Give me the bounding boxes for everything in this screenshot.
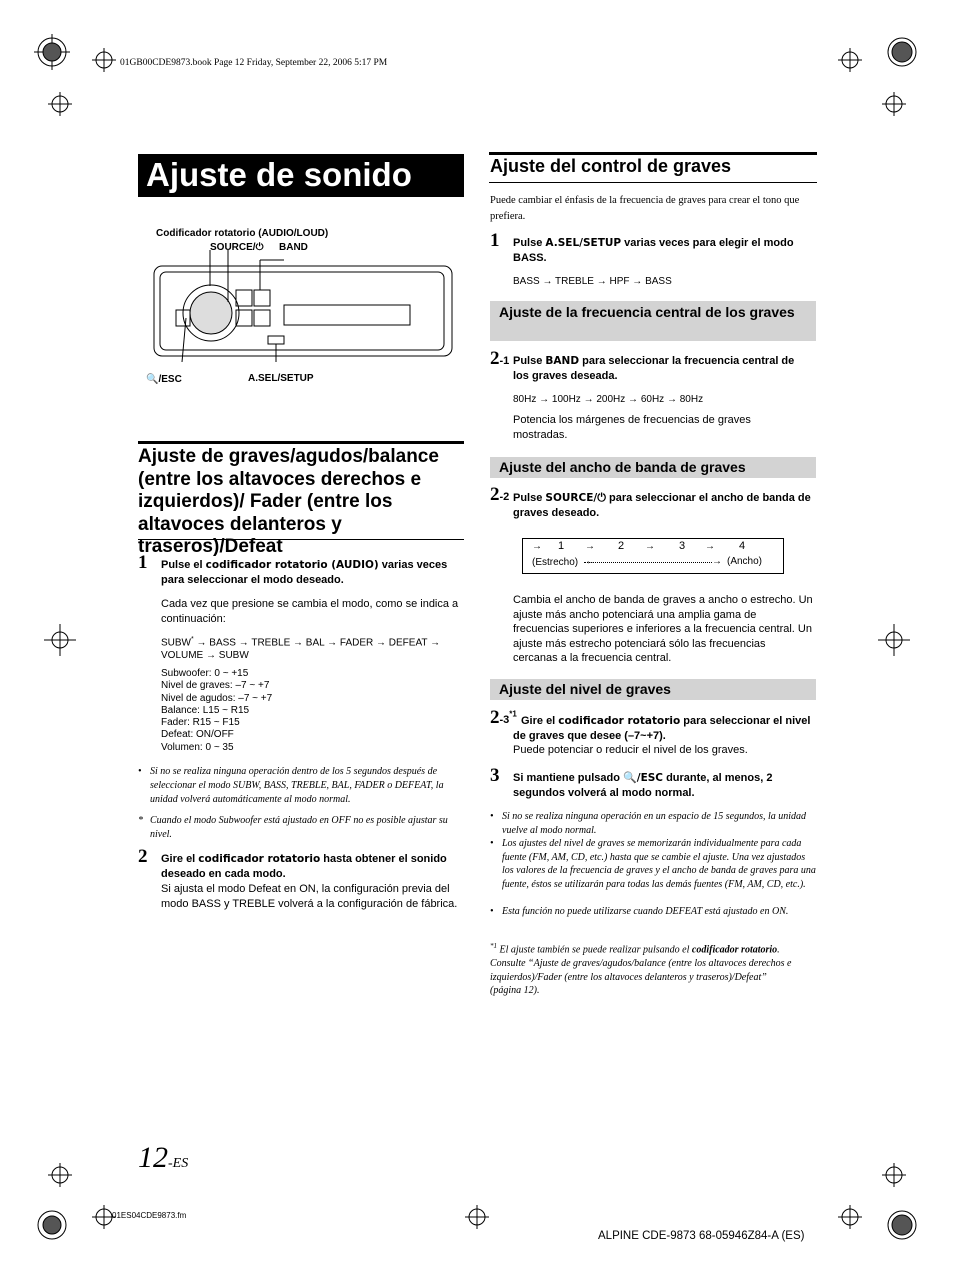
left-note-bullet: Si no se realiza ninguna operación dentro de los 5 segundos después de seleccionar el modo SUBW, BASS, TREBLE, BAL, FADER o DEFEAT, la unidad volverá automáticamente al modo normal. [150,766,444,805]
right-intro: Puede cambiar el énfasis de la frecuencia de graves para crear el tono que prefiera. [490,195,800,222]
left-note-bullet-mark: • [138,766,142,777]
right-step1-seq: BASS → TREBLE → HPF → BASS [513,276,672,287]
bw-wide-label: (Ancho) [727,556,763,567]
bw-value-3: 3 [679,540,686,552]
left-section-title: Ajuste de graves/agudos/balance (entre los altavoces derechos e izquierdos)/ Fader (entre los altavoces delanteros y traseros)/Defeat [138,446,439,557]
left-step1-desc: Cada vez que presione se cambia el modo, como se indica a continuación: [161,598,459,625]
label-asel: A.SEL/SETUP [248,373,314,384]
subheading-level: Ajuste del nivel de graves [490,679,816,700]
right-step2-2-instr: Pulse SOURCE/⏻ para seleccionar el ancho de banda de graves deseado. [513,492,811,519]
right-step2-1-seq: 80Hz → 100Hz → 200Hz → 60Hz → 80Hz [513,394,704,405]
right-step2-2-num: 2-2 [490,484,510,505]
right-bullet-0: Si no se realiza ninguna operación en un espacio de 15 segundos, la unidad vuelve al modo normal. [502,811,807,836]
bw-narrow-label: (Estrecho) [532,557,579,568]
file-header: 01GB00CDE9873.book Page 12 Friday, September 22, 2006 5:17 PM [120,58,388,68]
left-step2-num: 2 [138,846,148,867]
right-bullet-2: Esta función no puede utilizarse cuando DEFEAT está ajustado en ON. [502,906,789,917]
left-ranges: Subwoofer: 0 ~ +15 Nivel de graves: –7 ~ +7 Nivel de agudos: –7 ~ +7 Balance: L15 ~ R15 Fader: R15 ~ F15 Defeat: ON/OFF Volumen: 0 ~ 35 [161,668,273,753]
power-icon: ⏻ [597,492,606,504]
right-step1-num: 1 [490,230,500,251]
left-note-star-mark: * [138,815,143,826]
right-step2-3-num: 2-3$^{*1}$ [490,707,517,728]
bw-arrow-right: → [712,556,722,567]
right-step2-2-desc: Cambia el ancho de banda de graves a ancho o estrecho. Un ajuste más ancho potenciará una amplia gama de frecuencias superiores e inferiores a la frecuencia central. Un ajuste más estrecho potenciará sólo las frecuencias cercanas a la frecuencia central. [513,594,813,664]
subheading-freq: Ajuste de la frecuencia central de los graves [490,301,816,341]
left-step1-seq: SUBW* → BASS → TREBLE → BAL → FADER → DEFEAT → VOLUME → SUBW [161,636,441,662]
right-step2-1-num: 2-1 [490,348,510,369]
left-note-star: Cuando el modo Subwoofer está ajustado en OFF no es posible ajustar su nivel. [150,815,448,840]
right-step2-3-desc: Puede potenciar o reducir el nivel de los graves. [513,744,748,756]
label-band: BAND [279,242,308,253]
right-step1-instr: Pulse A.SEL/SETUP varias veces para elegir el modo BASS. [513,237,794,264]
bw-arrow-0: → [532,541,542,552]
bw-arrow-3: → [705,541,715,552]
page-number: 12-ES [138,1141,189,1174]
right-step2-1-desc: Potencia los márgenes de frecuencias de graves mostradas. [513,414,751,441]
footer-model: ALPINE CDE-9873 68-05946Z84-A (ES) [598,1230,805,1242]
bw-value-1: 1 [558,540,565,552]
right-footnote: $^{*1}$ El ajuste también se puede realizar pulsando el codificador rotatorio. Consulte “Ajuste de graves/agudos/balance (entre los altavoces derechos e izquierdos)/Fader (entre los altavoces delanteros y traseros)/Defeat” (página 12). [490,942,792,997]
subheading-bandwidth: Ajuste del ancho de banda de graves [490,457,816,478]
right-bullet-2-mark: • [490,906,494,917]
label-rotary: Codificador rotatorio (AUDIO/LOUD) [156,228,329,239]
left-step2-instr: Gire el codificador rotatorio hasta obtener el sonido deseado en cada modo. [161,853,447,880]
page-title-bar [138,154,464,197]
bw-value-4: 4 [739,540,746,552]
right-step2-1-instr: Pulse BAND para seleccionar la frecuencia central de los graves deseada. [513,355,795,382]
right-section-title: Ajuste del control de graves [490,156,732,176]
right-step2-3-instr: Gire el codificador rotatorio para seleccionar el nivel de graves que desee (–7~+7). [513,715,811,742]
search-magnifier-icon: 🔍 [623,772,637,784]
left-step2-desc: Si ajusta el modo Defeat en ON, la configuración previa del modo BASS y TREBLE volverá a la configuración de fábrica. [161,883,458,910]
search-magnifier-icon: 🔍 [146,374,159,385]
right-step3-num: 3 [490,765,500,786]
left-step1-num: 1 [138,552,148,573]
bw-arrow-2: → [645,541,655,552]
bw-value-2: 2 [618,540,625,552]
right-bullet-0-mark: • [490,811,494,822]
label-esc: 🔍/ESC [146,374,182,385]
footer-file: 01ES04CDE9873.fm [112,1211,187,1220]
bw-dotted-arrow [584,562,712,563]
power-icon: ⏻ [255,242,264,253]
right-step3-instr: Si mantiene pulsado 🔍/ESC durante, al menos, 2 segundos volverá al modo normal. [513,772,773,799]
label-source: SOURCE/⏻ [210,242,264,253]
right-bullet-1-mark: • [490,838,494,849]
bw-arrow-1: → [585,541,595,552]
left-step1-instr: Pulse el codificador rotatorio (AUDIO) varias veces para seleccionar el modo deseado. [161,559,448,586]
car-stereo-illustration [146,250,456,362]
bw-arrow-left: ← [585,556,595,567]
right-bullet-1: Los ajustes del nivel de graves se memorizarán individualmente para cada fuente (FM, AM, CD, etc.) hasta que se cambie el ajuste. Una vez ajustados los valores de la frecuencia de graves y el ancho de banda de graves para una fuente, éstos se utilizarán para todas las demás fuentes (FM, AM, CD, etc.). [502,838,816,890]
page-title: Ajuste de sonido [146,156,412,193]
